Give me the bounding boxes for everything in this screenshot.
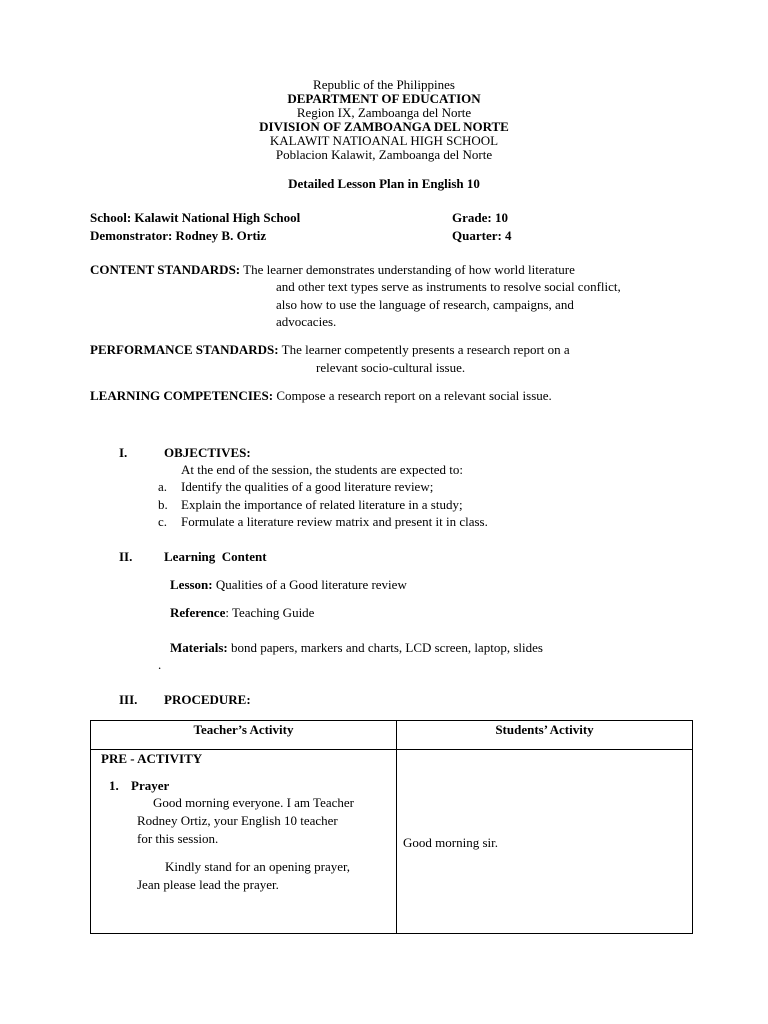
reference-text: : Teaching Guide — [225, 605, 315, 620]
student-response: Good morning sir. — [403, 835, 498, 850]
objective-item: Identify the qualities of a good literature review; — [181, 479, 434, 494]
materials-label: Materials: — [170, 640, 228, 655]
table-row — [91, 750, 693, 934]
performance-standards — [90, 342, 570, 358]
teacher-activity-header: Teacher’s Activity — [91, 721, 397, 750]
stray-period: . — [158, 657, 162, 672]
grade-info: Grade: 10 — [452, 210, 508, 225]
objectives-numeral: I. — [119, 445, 128, 460]
reference-label: Reference — [170, 605, 226, 620]
header-school: KALAWIT NATIOANAL HIGH SCHOOL — [269, 133, 499, 148]
school-info: School: Kalawit National High School — [90, 210, 301, 225]
teacher-line: for this session. — [137, 831, 219, 846]
content-standards-line: and other text types serve as instruments to resolve social conflict, — [276, 279, 621, 294]
objective-marker: c. — [158, 514, 168, 529]
table-header-row — [91, 721, 693, 750]
quarter-info: Quarter: 4 — [452, 228, 512, 243]
pre-activity-label: PRE - ACTIVITY — [101, 751, 203, 766]
objective-item: Formulate a literature review matrix and present it in class. — [181, 514, 488, 529]
lesson-label: Lesson: — [170, 577, 213, 592]
teacher-line: Good morning everyone. I am Teacher — [153, 795, 354, 810]
objective-marker: b. — [158, 497, 168, 512]
reference-line — [170, 605, 314, 621]
learning-content-numeral: II. — [119, 549, 133, 564]
materials-line — [170, 640, 543, 656]
header-region: Region IX, Zamboanga del Norte — [296, 105, 472, 120]
lesson-line — [170, 577, 407, 593]
procedure-heading: PROCEDURE: — [164, 692, 251, 707]
performance-standards-label: PERFORMANCE STANDARDS: — [90, 342, 279, 357]
teacher-activity-cell — [91, 750, 397, 934]
learning-competencies — [90, 388, 552, 404]
header-republic: Republic of the Philippines — [313, 77, 455, 92]
prayer-label: Prayer — [131, 778, 170, 793]
procedure-table — [90, 720, 693, 934]
objective-item: Explain the importance of related literature in a study; — [181, 497, 463, 512]
students-activity-header: Students’ Activity — [397, 721, 693, 750]
materials-text: bond papers, markers and charts, LCD screen, laptop, slides — [231, 640, 543, 655]
content-standards — [90, 262, 575, 278]
header-address: Poblacion Kalawit, Zamboanga del Norte — [275, 147, 493, 162]
teacher-line: Kindly stand for an opening prayer, — [165, 859, 351, 874]
content-standards-label: CONTENT STANDARDS: — [90, 262, 241, 277]
learning-competencies-text: Compose a research report on a relevant social issue. — [276, 388, 552, 403]
students-activity-cell — [397, 750, 693, 934]
teacher-line: Jean please lead the prayer. — [137, 877, 279, 892]
content-standards-line: advocacies. — [276, 314, 337, 329]
objectives-heading: OBJECTIVES: — [164, 445, 251, 460]
teacher-line: Rodney Ortiz, your English 10 teacher — [137, 813, 338, 828]
procedure-numeral: III. — [119, 692, 138, 707]
learning-competencies-label: LEARNING COMPETENCIES: — [90, 388, 274, 403]
learning-content-heading: Learning Content — [164, 549, 267, 564]
objective-marker: a. — [158, 479, 168, 494]
document-title: Detailed Lesson Plan in English 10 — [288, 176, 480, 191]
header-department: DEPARTMENT OF EDUCATION — [287, 91, 481, 106]
demonstrator-info: Demonstrator: Rodney B. Ortiz — [90, 228, 267, 243]
content-standards-line: also how to use the language of research, campaigns, and — [276, 297, 574, 312]
performance-standards-line: The learner competently presents a research report on a — [281, 342, 570, 357]
lesson-text: Qualities of a Good literature review — [215, 577, 407, 592]
prayer-number: 1. — [109, 778, 119, 793]
objectives-intro: At the end of the session, the students are expected to: — [181, 462, 463, 477]
header-division: DIVISION OF ZAMBOANGA DEL NORTE — [259, 119, 509, 134]
content-standards-line: The learner demonstrates understanding of how world literature — [243, 262, 575, 277]
performance-standards-line: relevant socio-cultural issue. — [316, 360, 466, 375]
